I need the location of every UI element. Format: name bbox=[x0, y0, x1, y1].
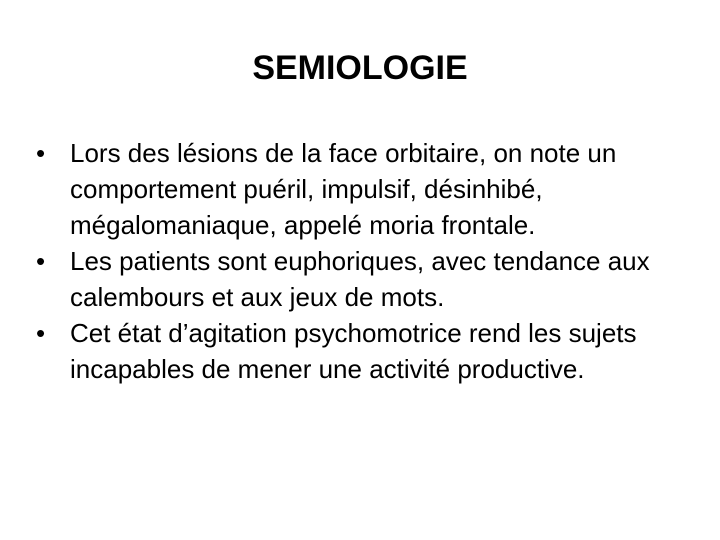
bullet-list bbox=[36, 135, 686, 387]
bullet-text: Cet état d’agitation psychomotrice rend les sujets incapables de mener une activité productive. bbox=[70, 318, 637, 384]
bullet-text: Lors des lésions de la face orbitaire, on note un comportement puéril, impulsif, désinhibé, mégalomaniaque, appelé moria frontale. bbox=[70, 138, 617, 240]
bullet-item bbox=[36, 135, 686, 243]
slide-title: SEMIOLOGIE bbox=[252, 49, 468, 87]
bullet-marker: • bbox=[36, 138, 46, 168]
bullet-item bbox=[36, 243, 686, 315]
bullet-text: Les patients sont euphoriques, avec tendance aux calembours et aux jeux de mots. bbox=[70, 246, 650, 312]
bullet-item bbox=[36, 315, 686, 387]
bullet-marker: • bbox=[36, 318, 46, 348]
bullet-marker: • bbox=[36, 246, 46, 276]
